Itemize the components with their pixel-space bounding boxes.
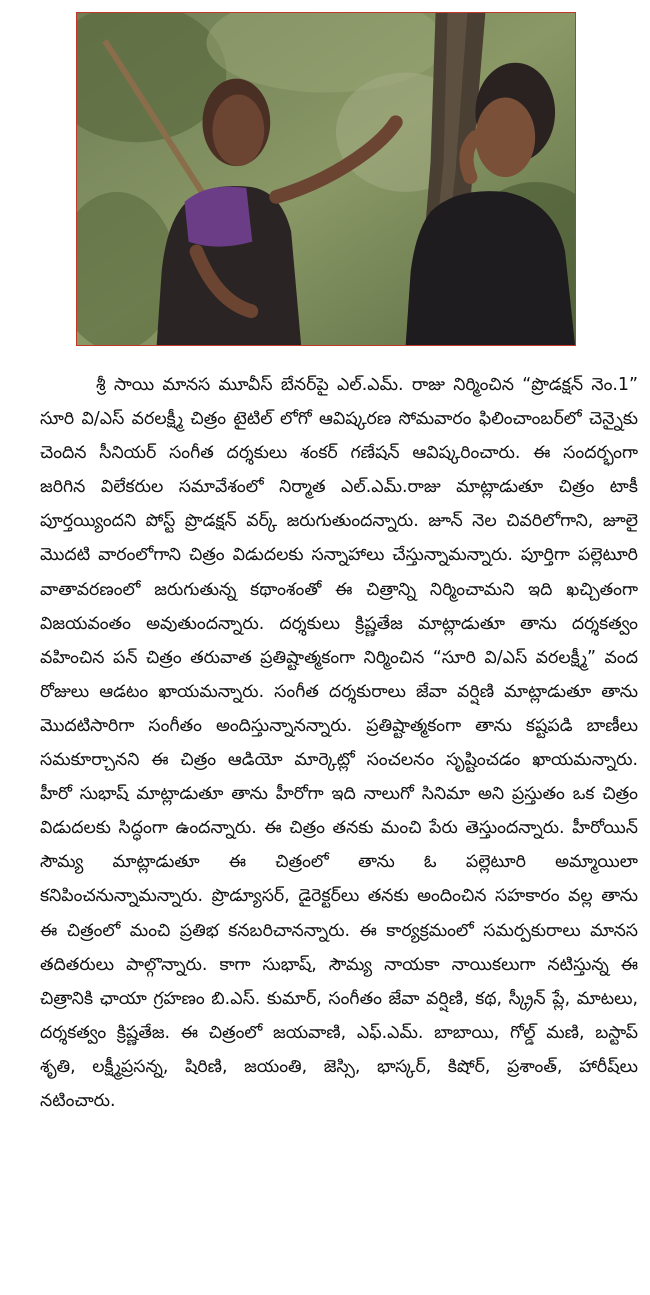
article-photo — [76, 12, 576, 346]
article-body: శ్రీ సాయి మానస మూవీస్ బేనర్‌పై ఎల్.ఎమ్. రాజు నిర్మించిన “ప్రొడక్షన్ నెం.1” సూరి వి/ఎస్ వరలక్ష్మీ చిత్రం టైటిల్ లోగో ఆవిష్కరణ సోమవారం ఫిలించాంబర్‌లో చెన్నైకు చెందిన సీనియర్ సంగీత దర్శకులు శంకర్ గణేషన్ ఆవిష్కరించారు. ఈ సందర్భంగా జరిగిన విలేకరుల సమావేశంలో నిర్మాత ఎల్.ఎమ్.రాజు మాట్లాడుతూ చిత్రం టాకీ పూర్తయ్యిందని పోస్ట్ ప్రొడక్షన్ వర్క్ జరుగుతుందన్నారు. జూన్ నెల చివరిలోగాని, జూలై మొదటి వారంలోగాని చిత్రం విడుదలకు సన్నాహాలు చేస్తున్నామన్నారు. పూర్తిగా పల్లెటూరి వాతావరణంలో జరుగుతున్న కథాంశంతో ఈ చిత్రాన్ని నిర్మించామని ఇది ఖచ్చితంగా విజయవంతం అవుతుందన్నారు. దర్శకులు క్రిష్ణతేజ మాట్లాడుతూ తాను దర్శకత్వం వహించిన పన్ చిత్రం తరువాత ప్రతిష్టాత్మకంగా నిర్మించిన “సూరి వి/ఎస్ వరలక్ష్మీ” వంద రోజులు ఆడటం ఖాయమన్నారు. సంగీత దర్శకురాలు జేవా వర్షిణి మాట్లాడుతూ తాను మొదటిసారిగా సంగీతం అందిస్తున్నానన్నారు. ప్రతిష్టాత్మకంగా తాను కష్టపడి బాణీలు సమకూర్చానని ఈ చిత్రం ఆడియో మార్కెట్లో సంచలనం సృష్టించడం ఖాయమన్నారు. హీరో సుభాష్ మాట్లాడుతూ తాను హీరోగా ఇది నాలుగో సినిమా అని ప్రస్తుతం ఒక చిత్రం విడుదలకు సిద్ధంగా ఉందన్నారు. ఈ చిత్రం తనకు మంచి పేరు తెస్తుందన్నారు. హీరోయిన్ సౌమ్య మాట్లాడుతూ ఈ చిత్రంలో తాను ఓ పల్లెటూరి అమ్మాయిలా కనిపించనున్నామన్నారు. ప్రొడ్యూసర్, డైరెక్టర్‌లు తనకు అందించిన సహకారం వల్ల తాను ఈ చిత్రంలో మంచి ప్రతిభ కనబరిచానన్నారు. ఈ కార్యక్రమంలో సమర్పకురాలు మానస తదితరులు పాల్గొన్నారు. కాగా సుభాష్, సౌమ్య నాయకా నాయికలుగా నటిస్తున్న ఈ చిత్రానికి ఛాయా గ్రహణం బి.ఎస్. కుమార్, సంగీతం జేవా వర్షిణి, కథ, స్క్రీన్ ప్లే, మాటలు, దర్శకత్వం క్రిష్ణతేజ. ఈ చిత్రంలో జయవాణి, ఎఫ్.ఎమ్. బాబాయి, గోల్డ్ మణి, బస్టాప్ శృతి, లక్ష్మీప్రసన్న, షిరిణి, జయంతి, జెస్సి, భాస్కర్, కిషోర్, ప్రశాంత్, హారీష్‌లు నటించారు. — [40, 375, 638, 1111]
photo-illustration — [77, 13, 575, 345]
